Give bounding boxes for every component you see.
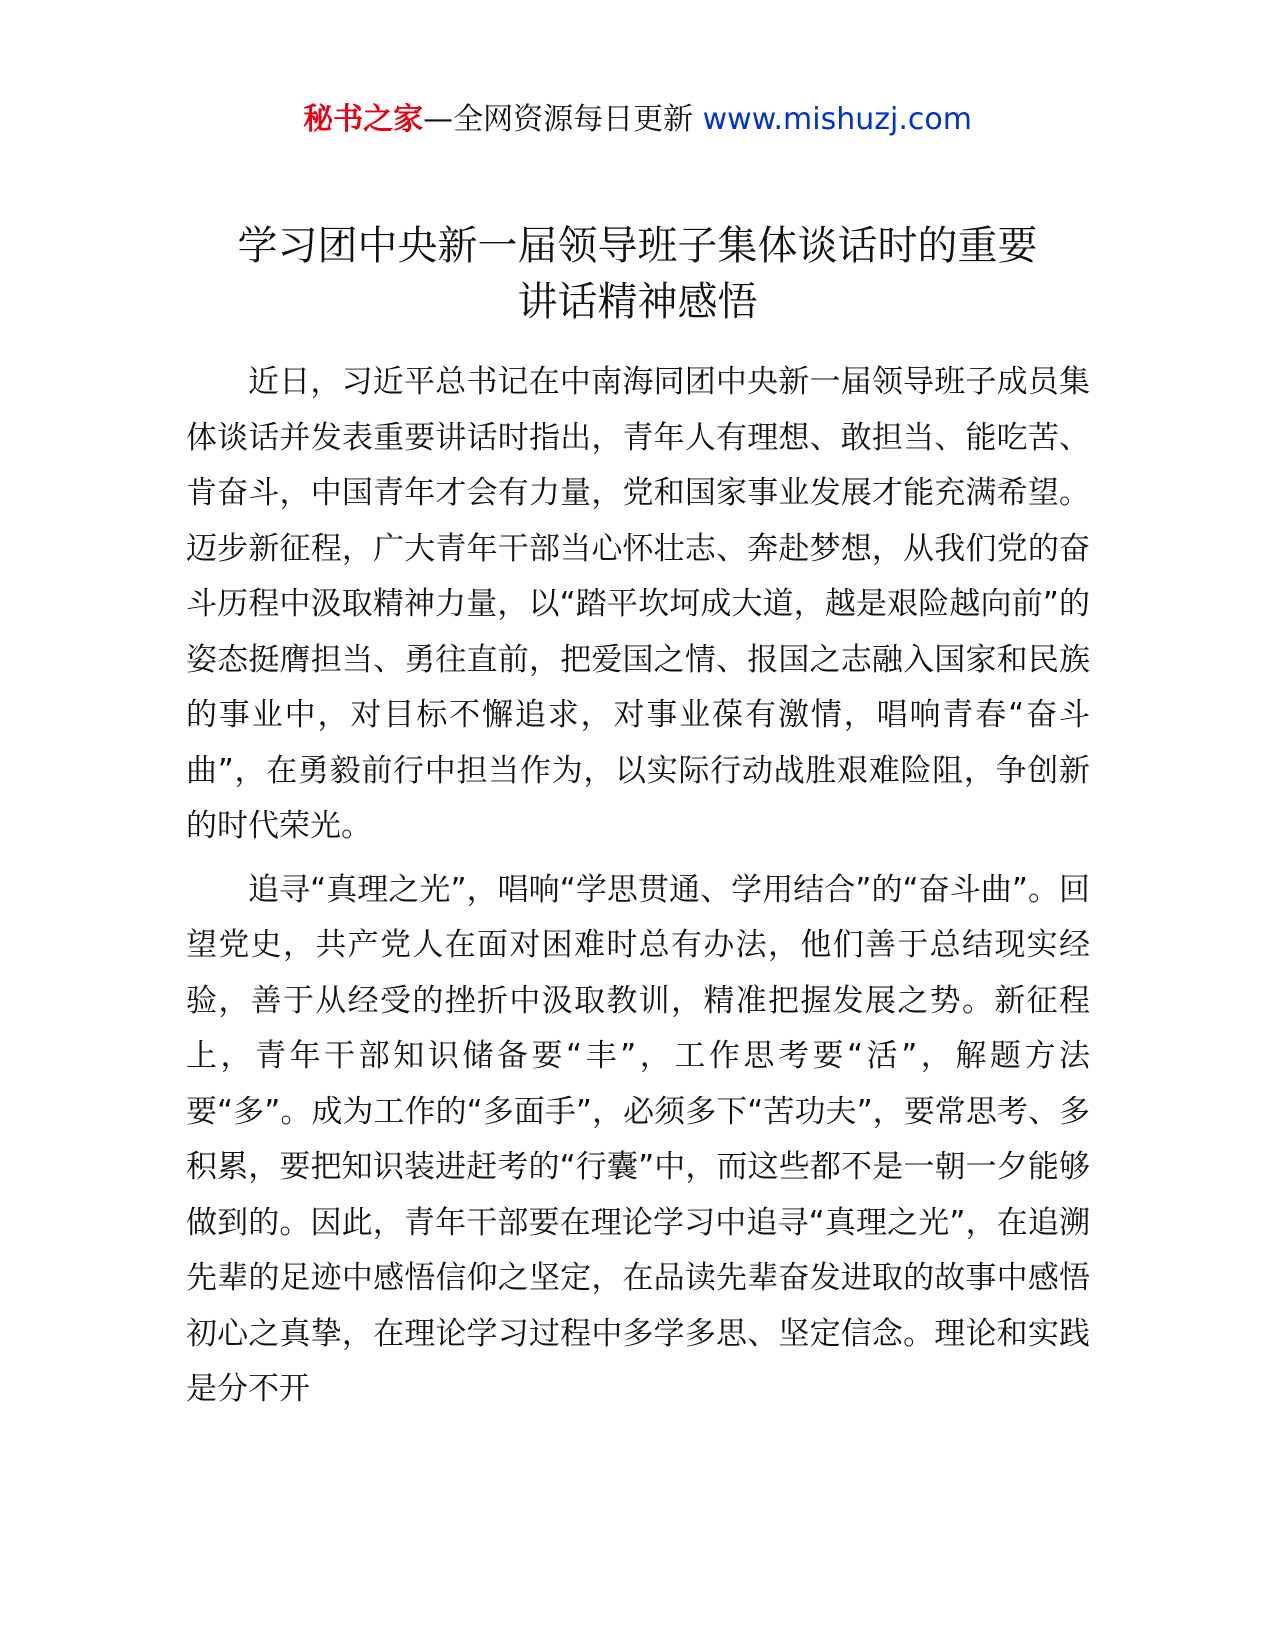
- paragraph-1: 近日，习近平总书记在中南海同团中央新一届领导班子成员集体谈话并发表重要讲话时指出，青年人有理想、敢担当、能吃苦、肯奋斗，中国青年才会有力量，党和国家事业发展才能充满希望。迈步新征程，广大青年干部当心怀壮志、奔赴梦想，从我们党的奋斗历程中汲取精神力量，以“踏平坎坷成大道，越是艰险越向前”的姿态挺膺担当、勇往直前，把爱国之情、报国之志融入国家和民族的事业中，对目标不懈追求，对事业葆有激情，唱响青春“奋斗曲”，在勇毅前行中担当作为，以实际行动战胜艰难险阻，争创新的时代荣光。: [186, 364, 1090, 844]
- site-header: [0, 100, 1275, 140]
- site-url-link[interactable]: www.mishuzj.com: [702, 102, 972, 137]
- document-title: [150, 218, 1125, 330]
- title-line-2: 讲话精神感悟: [517, 279, 758, 325]
- paragraph-2: 追寻“真理之光”，唱响“学思贯通、学用结合”的“奋斗曲”。回望党史，共产党人在面对困难时总有办法，他们善于总结现实经验，善于从经受的挫折中汲取教训，精准把握发展之势。新征程上，青年干部知识储备要“丰”，工作思考要“活”，解题方法要“多”。成为工作的“多面手”，必须多下“苦功夫”，要常思考、多积累，要把知识装进赶考的“行囊”中，而这些都不是一朝一夕能够做到的。因此，青年干部要在理论学习中追寻“真理之光”，在追溯先辈的足迹中感悟信仰之坚定，在品读先辈奋发进取的故事中感悟初心之真挚，在理论学习过程中多学多思、坚定信念。理论和实践是分不开: [186, 871, 1090, 1407]
- document-body: [186, 355, 1090, 1426]
- header-tagline: —全网资源每日更新: [423, 102, 694, 137]
- brand-name: 秘书之家: [303, 102, 424, 137]
- title-line-1: 学习团中央新一届领导班子集体谈话时的重要: [237, 223, 1038, 269]
